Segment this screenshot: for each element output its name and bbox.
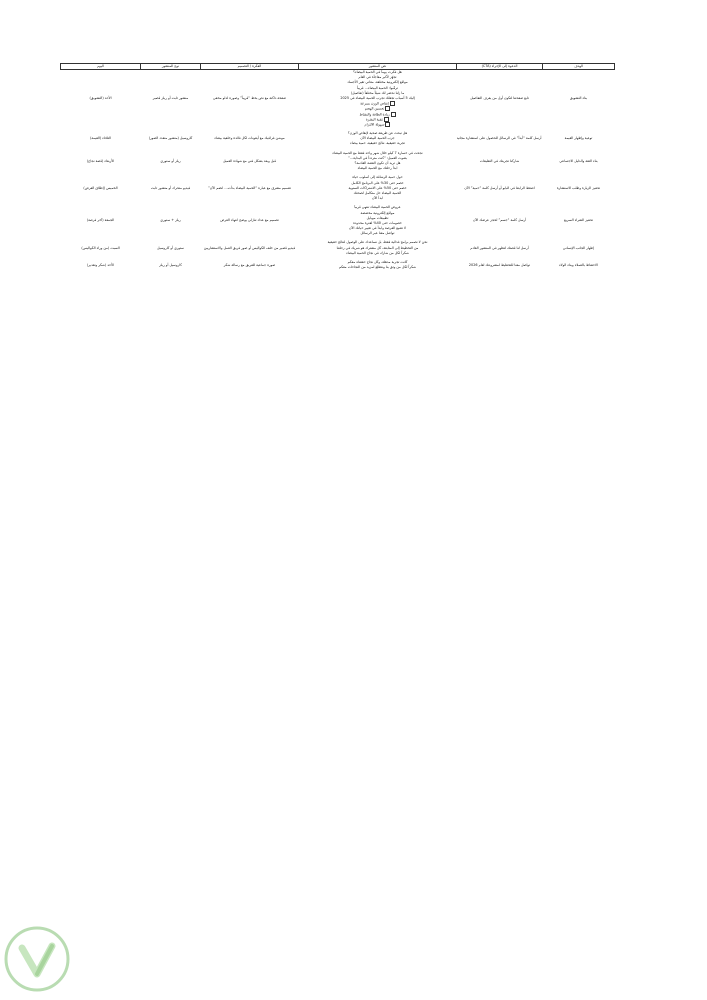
header-goal: الهدف	[543, 64, 615, 70]
cta-cell: أرسل كلمة “جسم” لحجز عرضك الآن	[472, 218, 527, 223]
post-text-line-label: إنقاص الوزن بسرعة	[360, 101, 389, 106]
day-cell: الثلاثاء (القيمة)	[90, 136, 111, 141]
watermark-logo-icon	[0, 924, 74, 998]
day-cell: الخميس (إطلاق العرض)	[83, 185, 118, 190]
day-cell: الأربعاء (قصة نجاح)	[86, 158, 115, 163]
post-text-line-label: تنقية البشرة	[365, 117, 384, 122]
header-day: اليوم	[61, 64, 141, 70]
post-text-line-label: من التخطيط إلى المتابعة، كل مشترك هو شريك في رحلتنا	[336, 245, 419, 250]
cta-cell: اضغط الرابط في البايو أو أرسل كلمة “حمية” الآن	[464, 185, 535, 190]
checkbox-icon	[385, 106, 390, 111]
type-cell: ريلز + ستوري	[160, 218, 181, 223]
post-text-line-label: هل تريد أن تكون القصة القادمة؟	[354, 161, 401, 165]
post-text-line-label: خصم حتى 30% على البرنامج الكامل	[351, 180, 404, 185]
post-text-line-label: شكراً لكل من شارك في نجاح الحمية البيضاء	[346, 250, 409, 255]
table-row	[61, 131, 615, 147]
post-text-line-label: حول حمية الرشاقة إلى أسلوب حياة	[352, 175, 403, 180]
post-text-line-label: مواقع إلكترونية مخصصة	[360, 210, 395, 215]
post-text-line-label: نجحت في خسارة 7 كيلو خلال شهر واحد فقط مع الحمية البيضاء	[332, 150, 423, 155]
cta-cell: أرسل كلمة “أبدأ” في الرسائل للحصول على استشارة مجانية	[456, 136, 542, 141]
design-cell: موشن غرافيك مع أيقونات لكل فائدة وخلفية بيضاء	[214, 136, 285, 141]
design-cell: تصميم مع عداد تنازلي يوضح انتهاء العرض	[220, 218, 279, 223]
post-text-line-label: ما زلنا نحضر لك شيئاً مختلفاً (تفاصيل)	[350, 90, 405, 95]
day-cell: السبت (من وراء الكواليس)	[81, 245, 120, 250]
design-cell: صفحة داكنة مع نص بخط “قريباً” وصورة لدلو مخفي	[212, 96, 287, 101]
post-text-line-label: خصومات حتى 40% لفترة محدودة	[353, 220, 402, 225]
post-text-cell	[299, 151, 457, 172]
type-cell: منشور ثابت أو ريلز قصير	[152, 96, 189, 101]
post-text-line-label: عروض الحمية البيضاء تنتهي قريباً	[354, 205, 401, 210]
table-row	[61, 70, 615, 128]
type-cell: ستوري أو كاروسيل	[157, 245, 184, 250]
cta-cell: تواصل معنا للتخطيط لمشروعك لعام 2026	[468, 262, 531, 267]
header-design: الفكرة / التصميم	[201, 64, 299, 70]
type-cell: ريلز أو ستوري	[160, 158, 181, 163]
post-text-cell	[299, 205, 457, 236]
post-text-line-label: إليك 5 أسباب تجعلك تجرب الحمية البيضاء في 2025	[340, 95, 415, 100]
table-row	[61, 240, 615, 256]
post-text-line-label: شكراً لكل من وثق بنا ونتطلع لمزيد من النجاحات معكم	[339, 265, 416, 270]
table-row	[61, 260, 615, 270]
table-row	[61, 175, 615, 201]
goal-cell: بناء الثقة والدليل الاجتماعي	[559, 158, 598, 163]
post-text-cell	[299, 240, 457, 256]
header-post-text: نص المنشور	[299, 64, 457, 70]
post-text-cell	[299, 260, 457, 270]
post-text-line-label: تجربة حقيقية، نتائج حقيقية، حمية بيضاء	[350, 141, 405, 146]
post-text-cell	[299, 175, 457, 201]
post-text-line-label: هل تبحث عن طريقة صحية لإنقاص الوزن؟	[347, 131, 408, 136]
post-text-line-label: نحن لا نصمم برامج غذائية فقط، بل نساعدك على الوصول لنتائج حقيقية	[327, 240, 428, 245]
goal-cell: تحفيز الزيارة وطلب الاستشارة	[556, 185, 601, 190]
design-cell: قبل وبعد بشكل فني مع شهادة العميل	[222, 158, 277, 163]
post-text-line-label: ترقّبوا: الحمية البيضاء… قريباً	[357, 85, 398, 90]
post-text-line-label: تطبيقات موبايل	[366, 215, 389, 220]
post-text-line-label: بصوت العميل: “كنت متردداً في البداية…”	[348, 155, 407, 160]
post-text-line-label: مواقع إلكترونية مختلفة، معاني تغير الأجساد	[347, 80, 408, 85]
checkbox-icon	[390, 101, 395, 106]
post-text-line-label: الحمية البيضاء حل متكامل لصحتك	[353, 190, 402, 195]
table-row	[61, 151, 615, 172]
type-cell: فيديو متحرك أو منشور ثابت	[150, 185, 191, 190]
post-text-line-label: كانت تجربة مذهلة، وكل نجاح حققناه معكم	[347, 260, 408, 264]
post-text-line-label: جرب الحمية البيضاء الآن	[360, 136, 395, 141]
day-cell: الجمعة (آخر فرصة)	[86, 218, 115, 223]
goal-cell: توعية وإظهار القيمة	[564, 136, 593, 141]
post-text-line-label: ابدأ الآن	[371, 196, 384, 201]
type-cell: كاروسيل أو ريلز	[159, 262, 182, 267]
post-text-line-label: لا تضيع الفرصة وابدأ في تغيير حياتك الآن	[349, 226, 406, 231]
goal-cell: بناء التشويق	[569, 96, 588, 101]
design-cell: صورة جماعية للفريق مع رسالة شكر	[223, 262, 276, 267]
post-text-line-label: سهولة الالتزام	[364, 122, 385, 127]
post-text-line-label: تجهّز لأكبر مفاجأة في العام	[358, 75, 397, 80]
post-text-line-label: تواصل معنا عبر الرسائل	[360, 231, 395, 236]
cta-cell: تابع صفحتنا لتكون أول من يعرف التفاصيل	[470, 96, 529, 101]
goal-cell: تحفيز الشراء السريع	[564, 218, 593, 223]
day-cell: الأحد (التشويق)	[89, 96, 112, 101]
row-spacer-cell	[61, 270, 615, 274]
table-row	[61, 205, 615, 236]
goal-cell: إظهار الجانب الإنساني	[562, 245, 595, 250]
design-cell: فيديو قصير من خلف الكواليس أو صور فريق العمل والاستشاريين	[203, 245, 296, 250]
goal-cell: الاحتفاظ بالعملاء وبناء الولاء	[559, 262, 598, 267]
design-cell: تصميم مشرق مع عبارة “الحمية البيضاء بدأت… انضم الآن”	[208, 185, 291, 190]
post-text-cell	[299, 131, 457, 147]
header-cta: الدعوة إلى الإجراء (CTA)	[457, 64, 543, 70]
checkbox-icon	[385, 122, 390, 127]
type-cell: كاروسيل (منشور متعدد الصور)	[148, 136, 193, 141]
content-plan-table	[60, 63, 615, 274]
header-post-type: نوع المنشور	[141, 64, 201, 70]
post-text-line-label: هل فكرت يوماً في الحمية البيضاء؟	[353, 70, 402, 74]
cta-cell: أرسل لنا قصتك لتظهر في المنشور القادم	[470, 245, 529, 250]
row-spacer	[61, 270, 615, 274]
post-text-line-label: تحسين الهضم	[364, 106, 385, 111]
post-text-cell	[299, 70, 457, 128]
cta-cell: شاركنا تجربتك في التعليقات	[479, 158, 520, 163]
post-text-line-label: ابدأ رحلتك مع الحمية البيضاء	[357, 166, 398, 171]
day-cell: الأحد (شكر وتقدير)	[86, 262, 115, 267]
post-text-line-label: خصم حتى 50% على الاشتراكات السنوية	[348, 185, 407, 190]
checkbox-icon	[391, 112, 396, 117]
post-text-line-label: زيادة الطاقة والنشاط	[359, 112, 390, 116]
